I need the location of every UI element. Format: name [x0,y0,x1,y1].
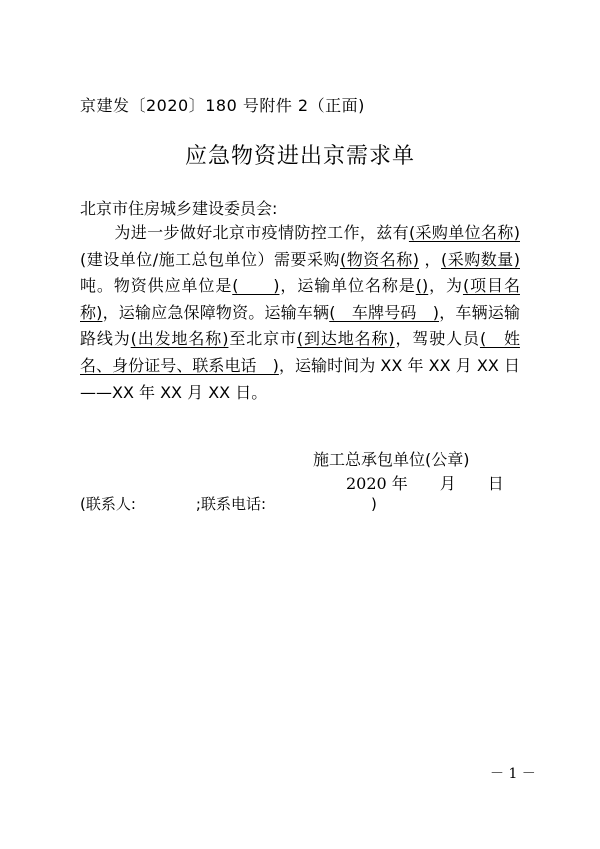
blank-project-name: (项目名称) [80,276,520,322]
body-text: ， [418,249,442,269]
body-text: 为进一步做好北京市疫情防控工作，兹有 [114,223,409,242]
blank-purchase-quantity: (采购数量) [441,249,520,269]
blank-driver-info: ( 姓名、身份证号、联系电话 ) [80,329,520,375]
body-text: 至北京市 [228,329,297,349]
body-text: ，运输应急保障物资。运输车辆 [102,302,330,322]
body-text: ，车辆运输路线为 [80,302,520,349]
body-text: ，为 [428,276,463,296]
salutation: 北京市住房城乡建设委员会: [80,199,278,218]
body-text: ，驾驶人员 [394,329,480,349]
blank-transport-unit: () [415,276,429,296]
blank-origin: (出发地名称) [130,329,229,349]
blank-destination: (到达地名称) [296,329,395,349]
body-text: 吨。物资供应单位是 [80,276,233,296]
blank-supplier: ( ) [232,276,280,296]
body-text: ，运输时间为 XX 年 XX 月 XX 日——XX 年 XX 月 XX 日。 [80,355,520,402]
blank-purchasing-unit: (采购单位名称) [408,223,520,242]
signature-unit: 施工总承包单位(公章) [313,450,470,469]
body-paragraph [80,220,520,406]
document-reference: 京建发〔2020〕180 号附件 2（正面) [80,96,365,115]
body-text: ，运输单位名称是 [279,276,416,296]
page-number: － 1 － [490,766,536,782]
blank-plate-number: ( 车牌号码 ) [329,302,440,322]
contact-line: (联系人: ;联系电话: ) [80,495,377,513]
body-text: (建设单位/施工总包单位）需要采购 [80,249,340,269]
blank-material-name: (物资名称) [340,249,419,269]
page-title: 应急物资进出京需求单 [184,144,415,169]
signature-date: 2020 年 月 日 [346,474,504,493]
